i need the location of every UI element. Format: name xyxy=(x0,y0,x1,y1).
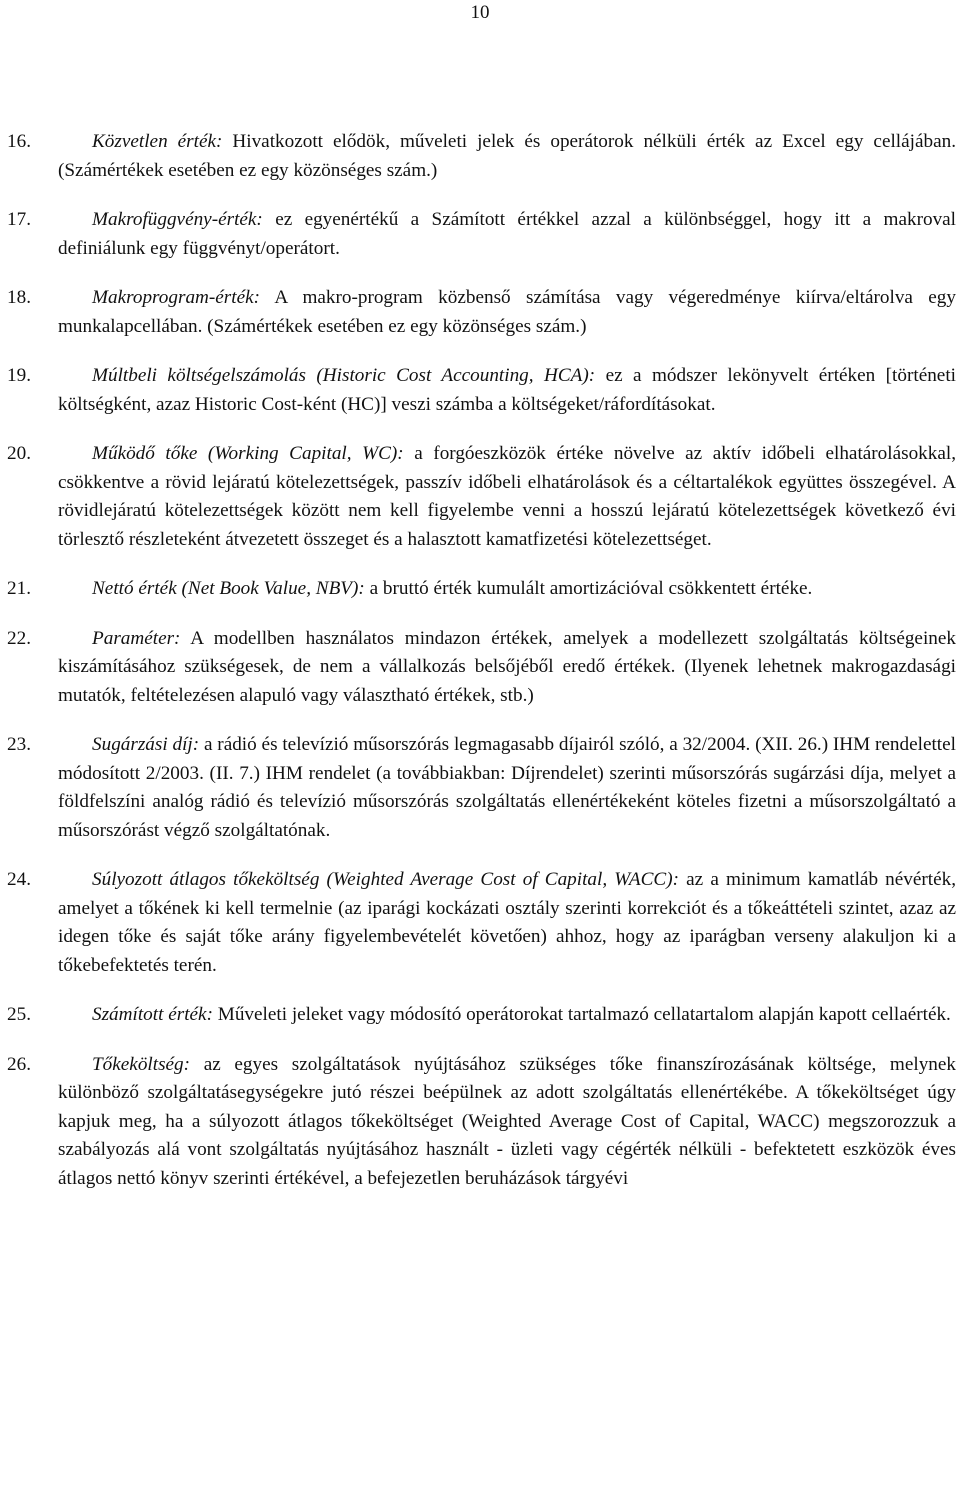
glossary-entry-16 xyxy=(7,128,956,185)
entry-term: Tőkeköltség: xyxy=(92,1053,191,1075)
entry-definition: a forgóeszközök értéke növelve az aktív időbeli elhatárolásokkal, csökkentve a rövid lejáratú kötelezettségek, passzív időbeli elhatárolások és a céltartalékok együttes összegével. A rövidlejáratú kötelezettségek között nem kell figyelembe venni a hosszú lejáratú kötelezettségek következő évi törlesztő részleteként átvezetett összeget és a halasztott kamatfizetési kötelezettséget. xyxy=(58,443,957,550)
glossary-entry-22 xyxy=(7,625,956,711)
glossary-entry-18 xyxy=(7,284,956,341)
entry-definition: Hivatkozott elődök, műveleti jelek és operátorok nélküli érték az Excel egy cellájában. (Számértékek esetében ez egy közönséges szám.) xyxy=(58,131,956,181)
entry-definition: az egyes szolgáltatások nyújtásához szükséges tőke finanszírozásának költsége, melynek különböző szolgáltatásegységekre jutó részei beépülnek az adott szolgáltatás ellenértékébe. A tőkeköltséget úgy kapjuk meg, ha a súlyozott átlagos tőkeköltséget (Weighted Average Cost of Capital, WACC) megszorozzuk a szabályozás alá vont szolgáltatás nyújtásához használt - üzleti vagy cégérték nélküli - befektetett eszközök éves átlagos nettó könyv szerinti értékével, a befejezetlen beruházások tárgyévi xyxy=(58,1053,956,1189)
entry-number: 20. xyxy=(7,443,31,464)
entry-definition: ez a módszer lekönyvelt értéken [történeti költségként, azaz Historic Cost-ként (HC)] veszi számba a költségeket/ráfordításokat. xyxy=(58,365,956,415)
entry-number: 16. xyxy=(7,131,31,152)
entry-number: 24. xyxy=(7,869,31,890)
entry-term: Paraméter: xyxy=(92,627,181,649)
entry-number: 25. xyxy=(7,1004,31,1025)
entry-term: Múltbeli költségelszámolás (Historic Cost Accounting, HCA): xyxy=(92,365,596,386)
glossary-entry-23 xyxy=(7,731,956,845)
entry-definition: a rádió és televízió műsorszórás legmagasabb díjairól szóló, a 32/2004. (XII. 26.) IHM rendelettel módosított 2/2003. (II. 7.) IHM rendelet (a továbbiakban: Díjrendelet) szerinti műsorszórás sugárzási díja, melyet a földfelszíni analóg rádió és televízió műsorszórás szolgáltatás ellenértékeként köteles fizetni a műsorszolgáltató a műsorszórást végző szolgáltatónak. xyxy=(58,734,956,841)
entry-term: Makroprogram-érték: xyxy=(92,287,261,308)
glossary-entry-25 xyxy=(7,1001,956,1030)
entry-definition: az a minimum kamatláb névérték, amelyet a tőkének ki kell termelnie (az iparági kockázati osztály szerinti korrekciót és a tőkeáttételi szintet, azaz az idegen tőke és saját tőke arány figyelembevételét követően) ahhoz, hogy az iparágban verseny alakuljon ki a tőkebefektetés terén. xyxy=(58,869,957,976)
entry-definition: A makro-program közbenső számítása vagy végeredménye kiírva/eltárolva egy munkalapcellában. (Számértékek esetében ez egy közönséges szám.) xyxy=(58,287,956,337)
entry-term: Közvetlen érték: xyxy=(92,131,223,152)
entry-number: 18. xyxy=(7,287,31,308)
glossary-entry-24 xyxy=(7,866,957,980)
entry-number: 22. xyxy=(7,627,31,649)
glossary-list xyxy=(7,128,957,1222)
glossary-entry-19 xyxy=(7,362,956,419)
entry-term: Működő tőke (Working Capital, WC): xyxy=(92,443,404,464)
glossary-entry-20 xyxy=(7,440,957,554)
entry-term: Sugárzási díj: xyxy=(92,734,200,755)
entry-definition: A modellben használatos mindazon értékek, amelyek a modellezett szolgáltatás költségeinek kiszámításához szükségesek, de nem a vállalkozás belsőjéből eredő értékek. (Ilyenek lehetnek makrogazdasági mutatók, feltételezésen alapuló vagy választható értékek, stb.) xyxy=(58,627,956,706)
glossary-entry-21 xyxy=(7,575,956,604)
entry-definition: ez egyenértékű a Számított értékkel azzal a különbséggel, hogy itt a makroval definiálunk egy függvényt/operátort. xyxy=(58,209,957,259)
entry-definition: Műveleti jeleket vagy módosító operátorokat tartalmazó cellatartalom alapján kapott cellaérték. xyxy=(217,1004,951,1025)
entry-definition: a bruttó érték kumulált amortizációval csökkentett értéke. xyxy=(369,578,813,599)
glossary-entry-26 xyxy=(7,1051,956,1222)
entry-number: 19. xyxy=(7,365,31,386)
entry-term: Számított érték: xyxy=(92,1004,213,1025)
page-number: 10 xyxy=(470,2,490,23)
entry-number: 23. xyxy=(7,734,31,755)
entry-term: Nettó érték (Net Book Value, NBV): xyxy=(92,578,365,599)
entry-number: 21. xyxy=(7,578,31,599)
glossary-entry-17 xyxy=(7,206,957,263)
entry-number: 17. xyxy=(7,209,31,230)
entry-number: 26. xyxy=(7,1053,31,1075)
entry-term: Súlyozott átlagos tőkeköltség (Weighted Average Cost of Capital, WACC): xyxy=(92,869,680,890)
entry-term: Makrofüggvény-érték: xyxy=(92,209,263,230)
